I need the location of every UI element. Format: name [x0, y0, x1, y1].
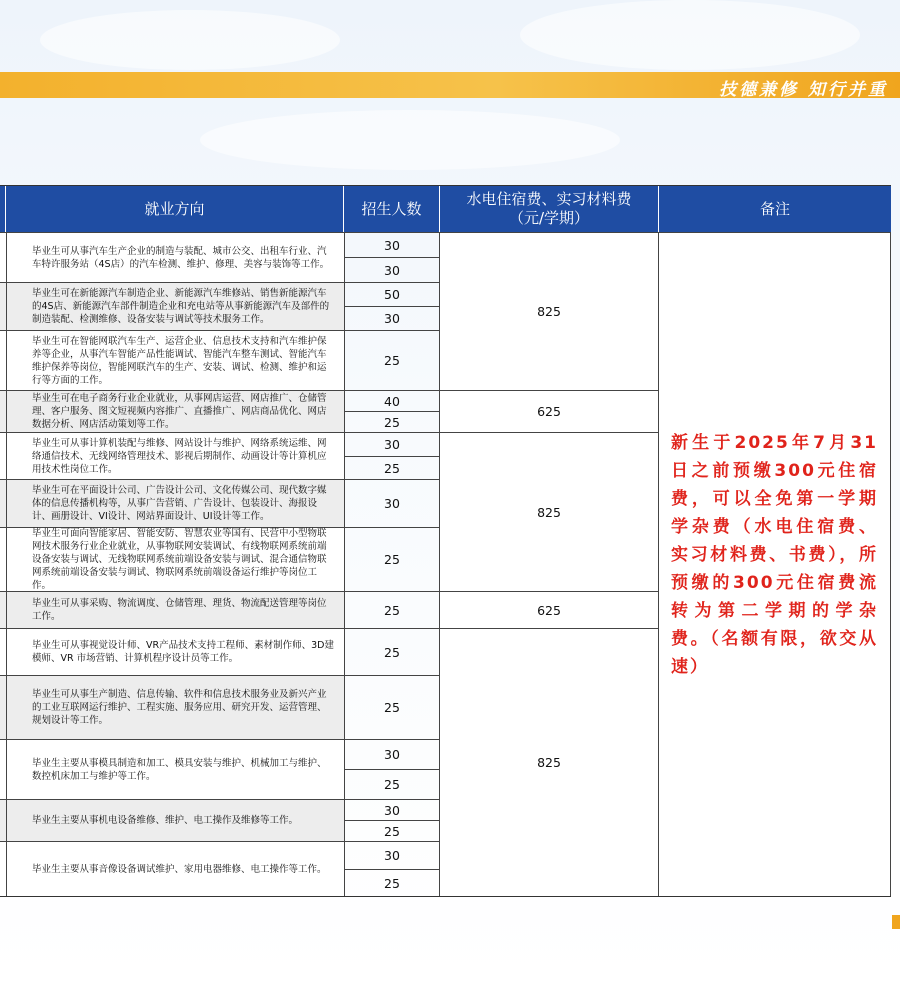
job-description: 毕业生可在电子商务行业企业就业，从事网店运营、网店推广、仓储管理、客户服务、图文短视频内容推广、直播推广、网店商品优化、网店数据分析、网店活动策划等工作。: [32, 393, 327, 430]
enrollment-count: 30: [344, 739, 440, 769]
table-row: [0, 799, 344, 841]
header-remark: 备注: [659, 186, 891, 232]
job-description: 毕业生可从事生产制造、信息传输、软件和信息技术服务业及新兴产业的工业互联网运行维护、工程实施、服务应用、研究开发、运营管理、规划设计等工作。: [32, 689, 327, 726]
fee-cell: 625: [440, 390, 659, 432]
job-description: 毕业生主要从事音像设备调试维护、家用电器维修、电工操作等工作。: [32, 863, 327, 875]
enrollment-count: 25: [344, 628, 440, 675]
job-description: 毕业生可从事视觉设计师、VR产品技术支持工程师、素材制作师、3D建模师、VR 市场营销、计算机程序设计员等工作。: [32, 640, 334, 664]
background-cloud: [40, 10, 340, 70]
enrollment-count: 30: [344, 432, 440, 456]
table-row: [0, 282, 344, 330]
background-cloud: [520, 0, 860, 70]
enrollment-count: 30: [344, 306, 440, 330]
enrollment-count: 30: [344, 257, 440, 282]
fee-cell: 825: [440, 232, 659, 390]
table-row: [0, 739, 344, 799]
table-row: [0, 479, 344, 527]
enrollment-count: 30: [344, 232, 440, 257]
enrollment-count: 25: [344, 330, 440, 390]
enrollment-count: 30: [344, 841, 440, 869]
enrollment-count: 25: [344, 456, 440, 479]
job-description: 毕业生可面向智能家居、智能安防、智慧农业等国有、民营中小型物联网技术服务行业企业就业，从事物联网安装调试、有线物联网系统前端设备安装与调试、无线物联网系统前端设备安装与调试、混合通信物联网系统前端设备安装与调试、物联网系统前端设备运行维护等岗位工作。: [32, 528, 327, 591]
motto-banner: [0, 72, 900, 98]
enrollment-count: 50: [344, 282, 440, 306]
enrollment-count: 25: [344, 869, 440, 896]
table-row: [0, 591, 344, 628]
job-description: 毕业生可在新能源汽车制造企业、新能源汽车维修站、销售新能源汽车的4S店、新能源汽车部件制造企业和充电站等从事新能源汽车及部件的制造装配、检测维修、设备安装与调试等技术服务工作。: [32, 288, 330, 325]
table-row: [0, 527, 344, 591]
header-direction: 就业方向: [6, 186, 344, 232]
table-row: [0, 232, 344, 282]
header-fee: [440, 186, 659, 232]
table-row: [0, 330, 344, 390]
remark-text: 新生于2025年7月31日之前预缴300元住宿费，可以全免第一学期学杂费（水电住宿费、实习材料费、书费），所预缴的300元住宿费流转为第二学期的学杂费。（名额有限，欲交从速）: [671, 433, 878, 677]
enrollment-count: 30: [344, 799, 440, 820]
table-row: [0, 628, 344, 675]
table-row: [0, 432, 344, 479]
header-enrollment: 招生人数: [344, 186, 440, 232]
enrollment-count: 40: [344, 390, 440, 411]
background-cloud: [200, 110, 620, 170]
table-row: [0, 841, 344, 896]
motto-text: 技德兼修 知行并重: [719, 80, 888, 100]
table-row: [0, 390, 344, 432]
fee-cell: 825: [440, 432, 659, 591]
job-description: 毕业生主要从事模具制造和加工、模具安装与维护、机械加工与维护、数控机床加工与维护等工作。: [32, 757, 327, 782]
enrollment-count: 25: [344, 527, 440, 591]
remark-cell: [659, 232, 891, 896]
enrollment-count: 25: [344, 820, 440, 841]
job-description: 毕业生可从事计算机装配与维修、网站设计与维护、网络系统运维、网络通信技术、无线网络管理技术、影视后期制作、动画设计等计算机应用技术性岗位工作。: [32, 437, 327, 475]
job-description: 毕业生可从事汽车生产企业的制造与装配、城市公交、出租车行业、汽车特许服务站（4S店）的汽车检测、维护、修理、美容与装饰等工作。: [32, 245, 330, 270]
job-description: 毕业生可从事采购、物流调度、仓储管理、理货、物流配送管理等岗位工作。: [32, 598, 327, 622]
enrollment-count: 25: [344, 411, 440, 432]
fee-cell: 625: [440, 591, 659, 628]
fee-cell: 825: [440, 628, 659, 896]
enrollment-table: [0, 185, 891, 897]
page-edge-marker: [892, 915, 900, 929]
enrollment-count: 30: [344, 479, 440, 527]
job-description: 毕业生可在智能网联汽车生产、运营企业、信息技术支持和汽车维护保养等企业，从事汽车智能产品性能调试、智能汽车整车测试、智能汽车维护保养等岗位，智能网联汽车的生产、安装、调试、检测、维护和运行等方面的工作。: [32, 335, 327, 386]
enrollment-count: 25: [344, 675, 440, 739]
enrollment-count: 25: [344, 769, 440, 799]
table-row: [0, 675, 344, 739]
enrollment-count: 25: [344, 591, 440, 628]
job-description: 毕业生可在平面设计公司、广告设计公司、文化传媒公司、现代数字媒体的信息传播机构等，从事广告营销、广告设计、包装设计、海报设计、画册设计、VI设计、网站界面设计、UI设计等工作。: [32, 485, 327, 522]
header-fee-label: 水电住宿费、实习材料费（元/学期）: [466, 190, 632, 227]
job-description: 毕业生主要从事机电设备维修、维护、电工操作及维修等工作。: [32, 815, 299, 826]
